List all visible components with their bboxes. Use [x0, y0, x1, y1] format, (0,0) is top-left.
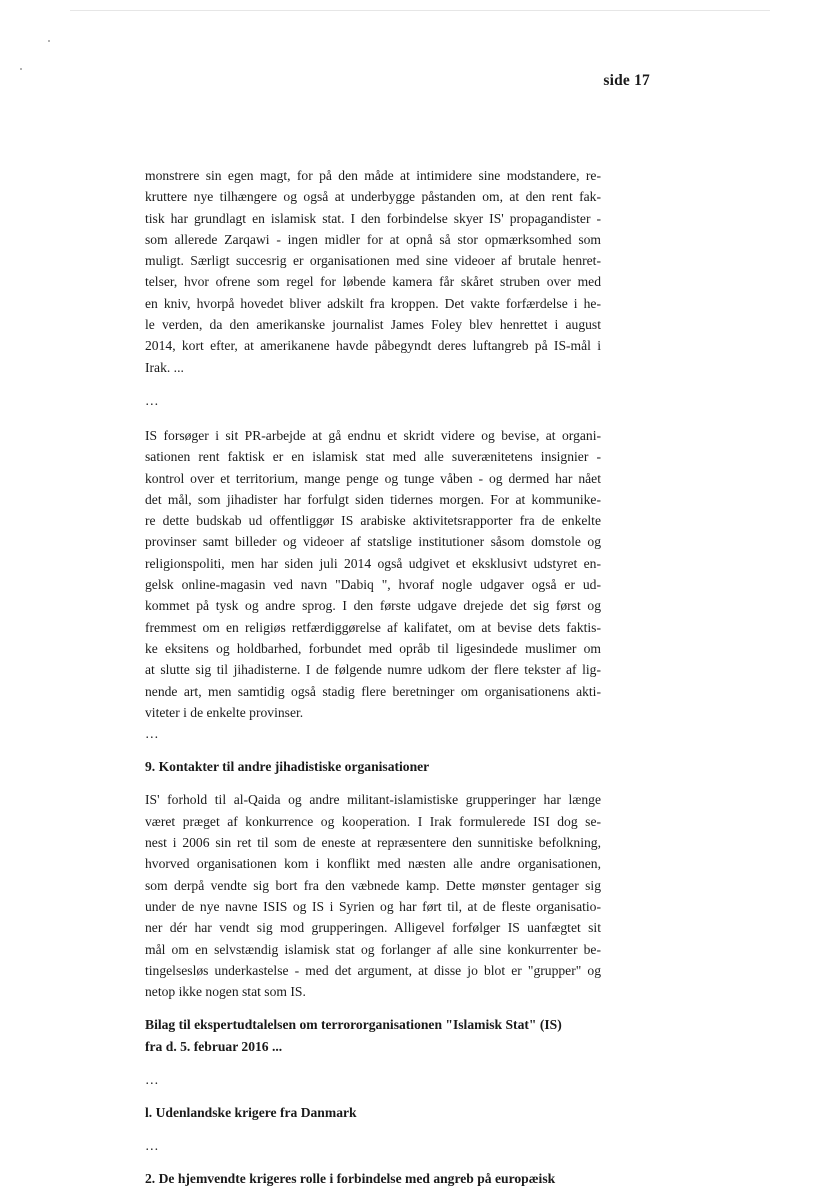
text-line: ke eksitens og holdbarhed, forbundet med opråb til ligesindede muslimer om — [145, 640, 601, 656]
paragraph-propaganda-videos — [145, 165, 601, 378]
text-line: Irak. ... — [145, 359, 184, 375]
text-line: IS forsøger i sit PR-arbejde at gå endnu et skridt videre og bevise, at organi- — [145, 427, 601, 443]
text-line: telser, hvor ofrene som regel for løbende kamera får skåret struben over med — [145, 274, 601, 290]
text-line: netop ikke nogen stat som IS. — [145, 984, 306, 1000]
text-line: sationen rent faktisk er en islamisk stat med alle suverænitetens insignier - — [145, 449, 601, 465]
text-line: en kniv, hvorpå hovedet bliver adskilt fra kroppen. Det vakte forfærdelse i he- — [145, 295, 601, 311]
section-heading-1: l. Udenlandske krigere fra Danmark — [145, 1104, 357, 1120]
text-line: som allerede Zarqawi - ingen midler for at opnå så stor opmærksomhed som — [145, 231, 601, 247]
text-line: fremmest om en religiøs retfærdiggørelse af kalifatet, om at bevise dets faktis- — [145, 619, 601, 635]
text-line: tisk har grundlagt en islamisk stat. I den forbindelse skyer IS' propagandister - — [145, 210, 601, 226]
text-line: muligt. Særligt succesrig er organisationen med sine videoer af brutale henret- — [145, 253, 601, 269]
text-line: ner dér har vendt sig mod grupperingen. Alligevel forfølger IS uanfægtet sit — [145, 920, 601, 936]
section-heading-9: 9. Kontakter til andre jihadistiske organisationer — [145, 759, 430, 775]
text-line: mål om en selvstændig islamisk stat og forlanger af alle sine konkurrenter be- — [145, 941, 601, 957]
appendix-heading-line: fra d. 5. februar 2016 ... — [145, 1038, 283, 1054]
text-line: provinser samt billeder og videoer af statslige institutioner såsom domstole og — [145, 534, 601, 550]
text-line: le verden, da den amerikanske journalist James Foley blev henrettet i august — [145, 317, 601, 333]
text-line: re dette budskab ud offentliggør IS arabiske aktivitetsrapporter fra de enkelte — [145, 513, 601, 529]
text-line: som derpå vendte sig bort fra den væbnede kamp. Dette mønster gentager sig — [145, 877, 601, 893]
appendix-heading — [145, 1014, 601, 1057]
omission-ellipsis: … — [145, 1138, 159, 1154]
text-line: kontrol over et territorium, mange penge og tunge våben - og dermed har nået — [145, 470, 601, 486]
text-line: nest i 2006 sin ret til som de eneste at repræsentere den sunnitiske befolkning, — [145, 835, 601, 851]
text-line: tingelsesløs underkastelse - med det argument, at disse jo blot er "grupper" og — [145, 962, 601, 978]
text-line: monstrere sin egen magt, for på den måde at intimidere sine modstandere, re- — [145, 168, 601, 183]
paragraph-pr-work — [145, 425, 601, 723]
text-line: hvorved organisationen kom i konflikt med næsten alle andre organisationen, — [145, 856, 601, 872]
text-line: 2014, kort efter, at amerikanene havde påbegyndt deres luftangreb på IS-mål i — [145, 338, 601, 354]
scan-speck — [20, 68, 22, 70]
page-number: side 17 — [603, 72, 650, 89]
scan-edge-line — [70, 10, 770, 11]
text-line: været præget af konkurrence og kooperation. I Irak formulerede ISI dog se- — [145, 813, 601, 829]
omission-ellipsis: … — [145, 1071, 159, 1087]
text-line: religionspoliti, men har siden juli 2014 også udgivet et eksklusivt udstyret en- — [145, 555, 601, 571]
text-line: viteter i de enkelte provinser. — [145, 704, 304, 720]
text-line: nende art, men samtidig også stadig flere beretninger om organisationens akti- — [145, 683, 601, 699]
omission-ellipsis: … — [145, 392, 159, 408]
scan-speck — [48, 40, 50, 42]
omission-ellipsis: … — [145, 726, 159, 742]
section-heading-2: 2. De hjemvendte krigeres rolle i forbindelse med angreb på europæisk — [145, 1171, 556, 1187]
text-line: kommet på tysk og andre sprog. I den første udgave drejede det sig først og — [145, 598, 601, 614]
text-line: gelsk online-magasin ved navn "Dabiq ", hvoraf nogle udgaver også er ud- — [145, 577, 601, 593]
paragraph-other-organisations — [145, 789, 601, 1002]
text-line: IS' forhold til al-Qaida og andre militant-islamistiske grupperinger har længe — [145, 792, 601, 808]
text-line: det mål, som jihadister har forfulgt siden tidernes morgen. For at kommunike- — [145, 491, 601, 507]
text-line: at slutte sig til jihadisterne. I de følgende numre udkom der flere tekster af lig- — [145, 662, 601, 678]
document-body — [145, 165, 601, 1190]
text-line: under de nye navne ISIS og IS i Syrien og har ført til, at de fleste organisatio- — [145, 898, 601, 914]
appendix-heading-line: Bilag til ekspertudtalelsen om terrororganisationen "Islamisk Stat" (IS) — [145, 1017, 562, 1033]
text-line: kruttere nye tilhængere og også at underbygge påstanden om, at den rent fak- — [145, 189, 601, 205]
